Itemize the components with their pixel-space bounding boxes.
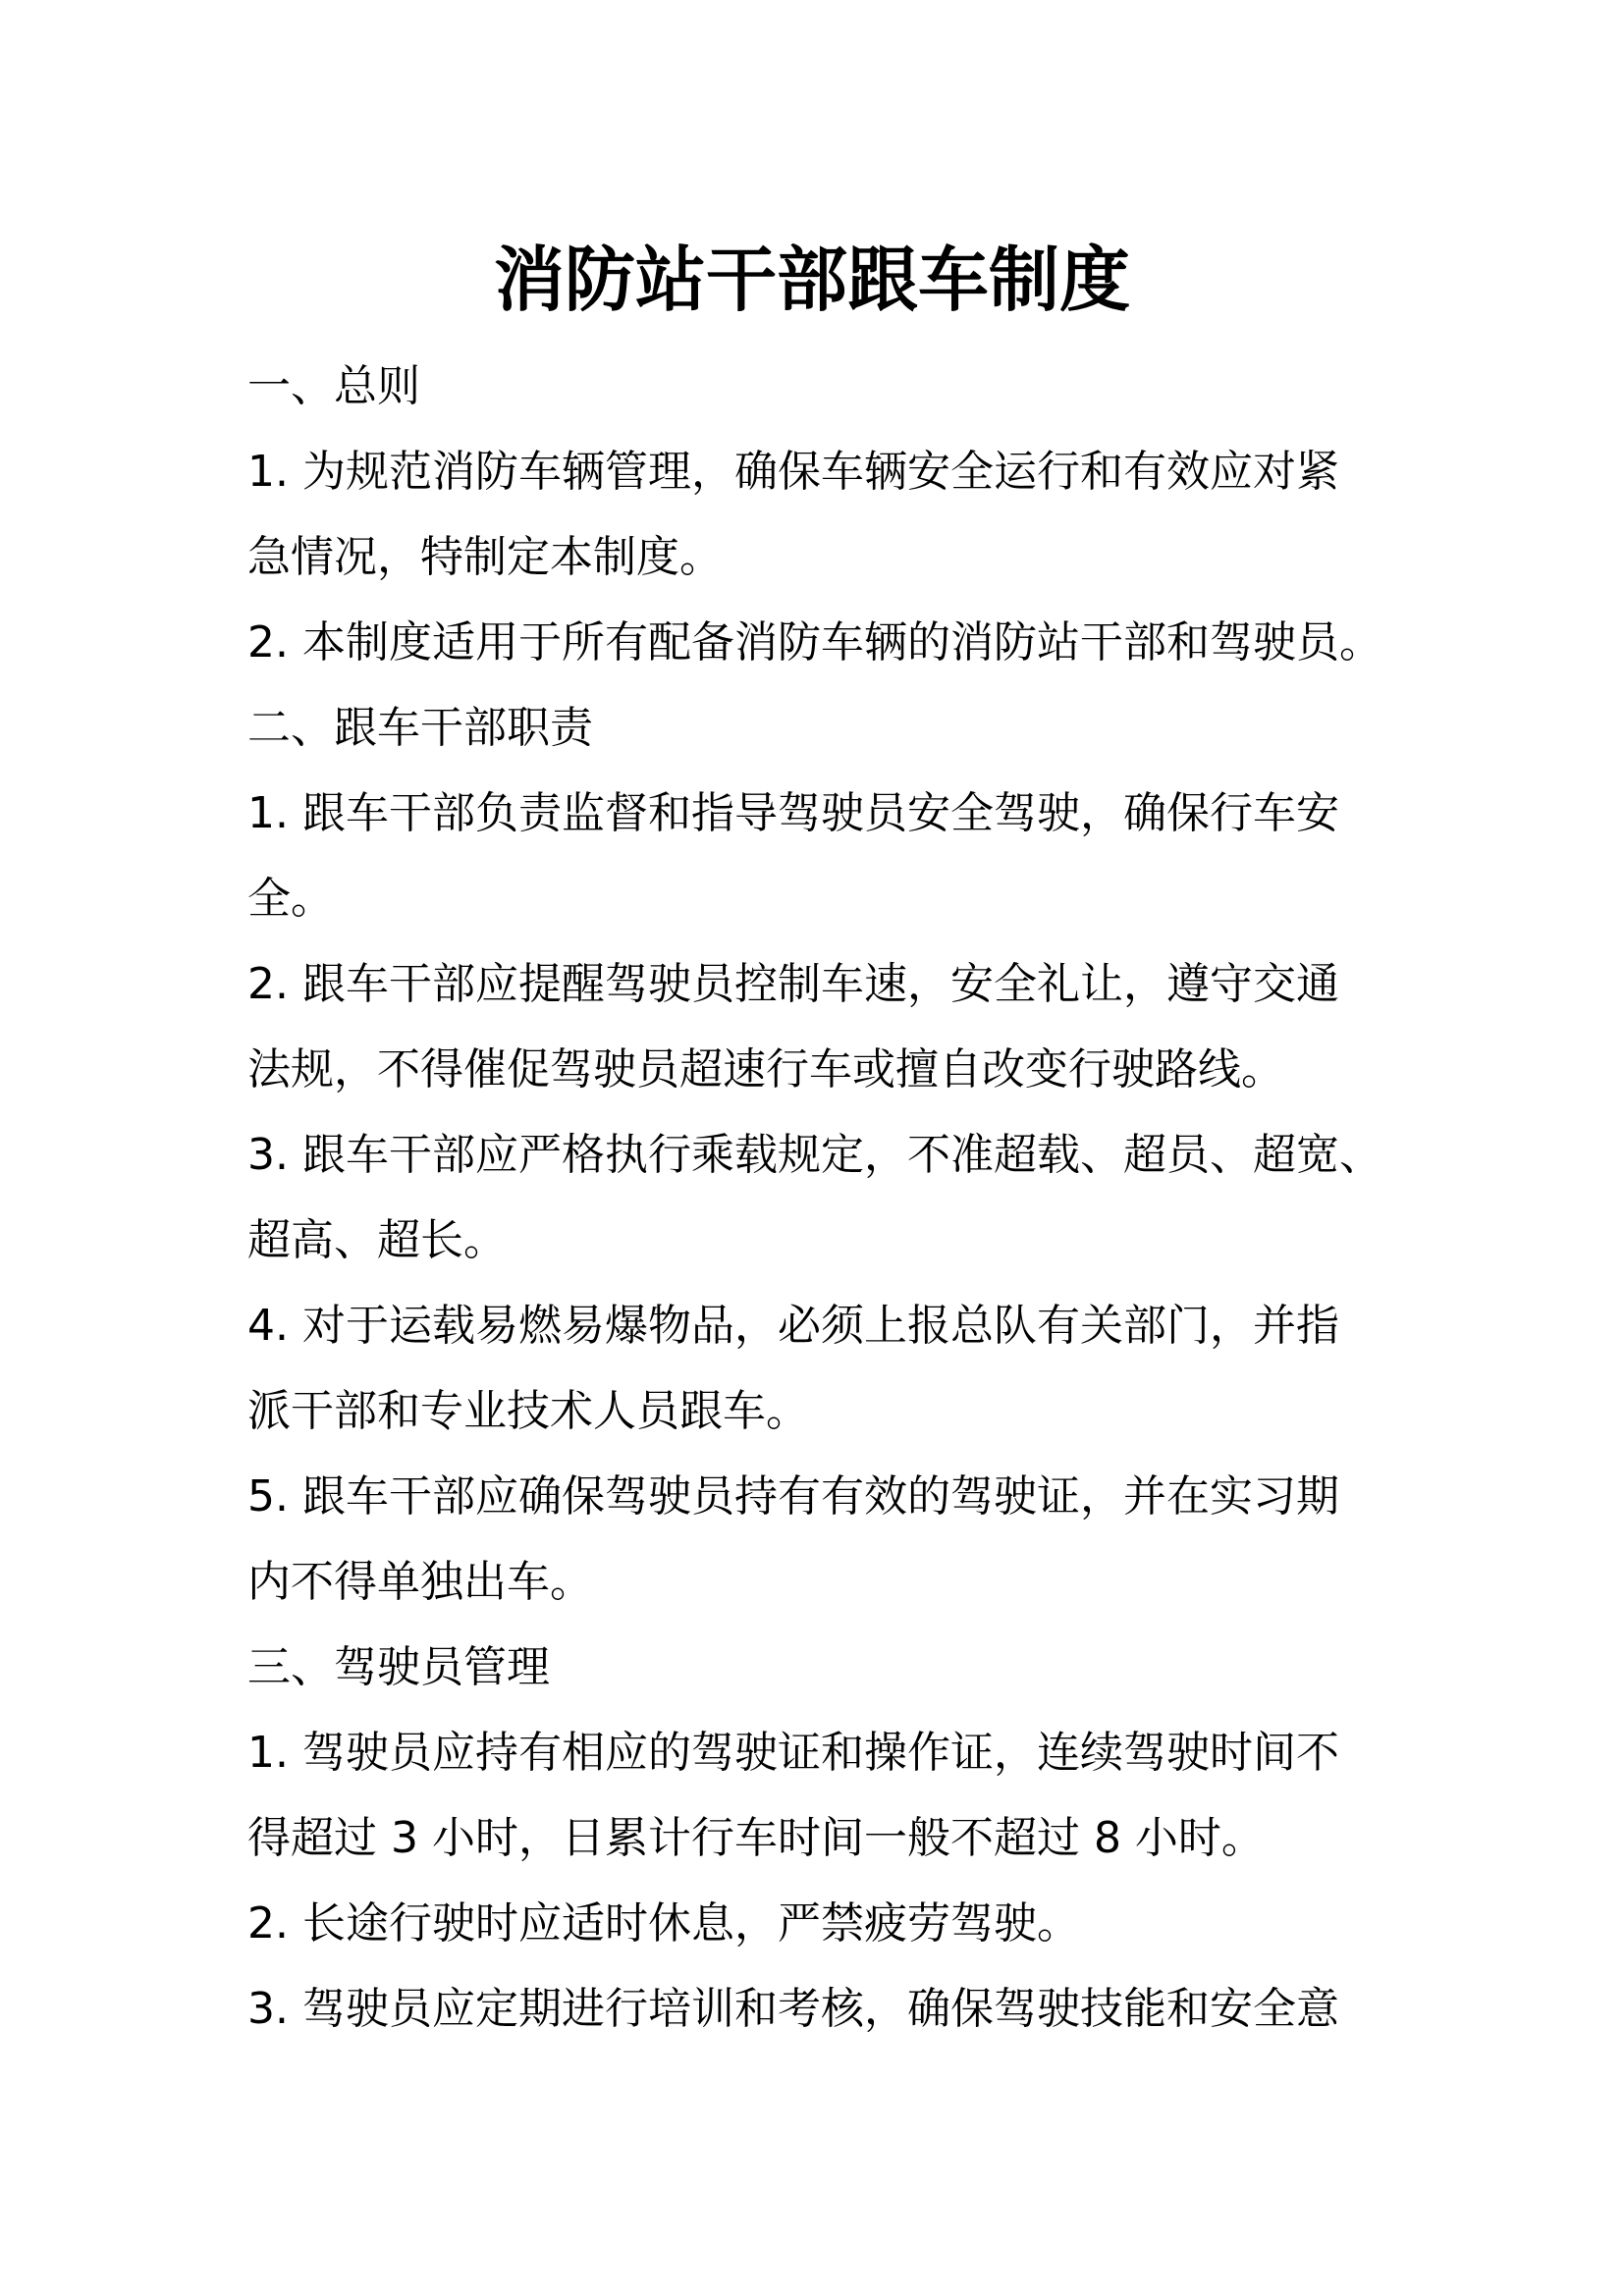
- text-line: 超高、超长。: [247, 1215, 507, 1265]
- text-line: 1. 跟车干部负责监督和指导驾驶员安全驾驶，确保行车安: [247, 788, 1339, 838]
- document-body: [247, 344, 1406, 2052]
- text-line: 派干部和专业技术人员跟车。: [247, 1386, 809, 1436]
- document-title: 消防站干部跟车制度: [493, 239, 1130, 321]
- text-line: 内不得单独出车。: [247, 1557, 593, 1607]
- text-line: 全。: [247, 874, 334, 924]
- text-line: 5. 跟车干部应确保驾驶员持有有效的驾驶证，并在实习期: [247, 1471, 1339, 1522]
- text-line: 3. 驾驶员应定期进行培训和考核，确保驾驶技能和安全意: [247, 1984, 1339, 2034]
- text-line: 急情况，特制定本制度。: [247, 532, 723, 582]
- section-heading: 一、总则: [247, 361, 420, 411]
- section-heading: 二、跟车干部职责: [247, 703, 593, 753]
- text-line: 2. 长途行驶时应适时休息，严禁疲劳驾驶。: [247, 1898, 1080, 1949]
- text-line: 法规，不得催促驾驶员超速行车或擅自改变行驶路线。: [247, 1044, 1284, 1095]
- text-line: 1. 为规范消防车辆管理，确保车辆安全运行和有效应对紧: [247, 447, 1339, 497]
- section-heading: 三、驾驶员管理: [247, 1642, 550, 1692]
- text-line: 得超过 3 小时，日累计行车时间一般不超过 8 小时。: [247, 1813, 1265, 1863]
- text-line: 3. 跟车干部应严格执行乘载规定，不准超载、超员、超宽、: [247, 1130, 1382, 1180]
- text-line: 2. 跟车干部应提醒驾驶员控制车速，安全礼让，遵守交通: [247, 959, 1339, 1009]
- text-line: 2. 本制度适用于所有配备消防车辆的消防站干部和驾驶员。: [247, 617, 1382, 667]
- text-line: 1. 驾驶员应持有相应的驾驶证和操作证，连续驾驶时间不: [247, 1728, 1339, 1778]
- text-line: 4. 对于运载易燃易爆物品，必须上报总队有关部门，并指: [247, 1301, 1339, 1351]
